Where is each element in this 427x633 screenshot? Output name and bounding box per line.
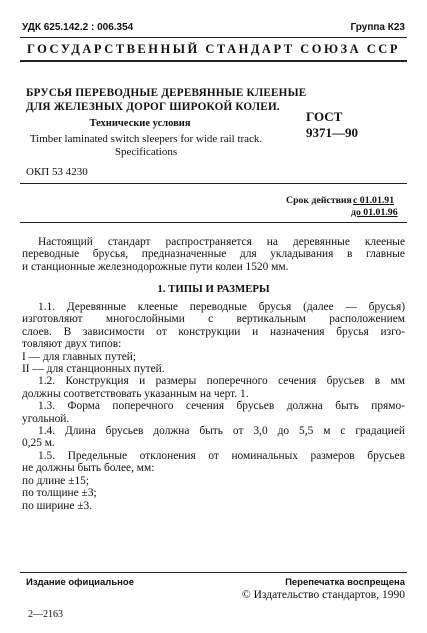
body-line: 1.1. Деревянные клееные переводные брусья (далее — брусья) <box>38 301 405 313</box>
body-line: по толщине ±3; <box>22 487 97 500</box>
title-en-line2: Specifications <box>114 146 178 158</box>
body-line: по длине ±15; <box>22 474 90 487</box>
body-line: 0,25 м. <box>22 437 55 450</box>
gost-number: 9371—90 <box>306 125 358 140</box>
print-code: 2—2163 <box>28 609 63 620</box>
intro-line: и станционные железнодорожные пути колеи 1520 мм. <box>22 260 289 273</box>
body-line: 1.2. Конструкция и размеры поперечного сечения брусьев в мм <box>38 375 405 388</box>
validity-label: Срок действия <box>286 195 352 206</box>
body-line: II — для станционных путей. <box>22 363 165 376</box>
title-block-rule <box>20 183 407 184</box>
header-rule-bottom <box>20 60 407 62</box>
intro-line: переводные брусья, предназначенные для укладывания в главные <box>22 248 405 261</box>
validity-rule <box>20 222 407 223</box>
body-line: должны соответствовать указанным на черт. 1. <box>22 387 249 400</box>
official-edition: Издание официальное <box>26 577 134 588</box>
section-heading: 1. ТИПЫ И РАЗМЕРЫ <box>157 283 270 295</box>
title-ru-line2: ДЛЯ ЖЕЛЕЗНЫХ ДОРОГ ШИРОКОЙ КОЛЕИ. <box>26 101 280 113</box>
body-line: не должны быть более, мм: <box>22 462 155 475</box>
title-en-line1: Timber laminated switch sleepers for wide rail track. <box>29 133 263 145</box>
group-code: Группа К23 <box>350 22 405 33</box>
body-line: угольной. <box>22 412 70 425</box>
body-line: слоев. В зависимости от конструкции и назначения брусья изго- <box>22 325 405 338</box>
body-line: I — для главных путей; <box>22 350 137 363</box>
state-standard-banner: ГОСУДАРСТВЕННЫЙ СТАНДАРТ СОЮЗА ССР <box>27 42 400 56</box>
validity-to: до 01.01.96 <box>351 207 398 218</box>
body-line: 1.4. Длина брусьев должна быть от 3,0 до 5,5 м с градацией <box>38 425 405 438</box>
gost-label: ГОСТ <box>306 109 343 124</box>
body-line: 1.5. Предельные отклонения от номинальных размеров брусьев <box>38 449 405 462</box>
okp-code: ОКП 53 4230 <box>26 166 88 178</box>
title-ru-subtitle: Технические условия <box>89 118 191 129</box>
intro-paragraph <box>22 236 405 273</box>
body-text <box>22 301 405 512</box>
validity-from: с 01.01.91 <box>353 195 395 206</box>
header-rule-top <box>20 37 407 38</box>
body-line: товляют двух типов: <box>22 338 122 351</box>
body-line: изготовляют многослойными с вертикальным расположением <box>22 313 405 326</box>
copyright-notice: © Издательство стандартов, 1990 <box>241 589 405 601</box>
body-line: 1.3. Форма поперечного сечения брусьев должна быть прямо- <box>38 400 405 413</box>
title-ru-line1: БРУСЬЯ ПЕРЕВОДНЫЕ ДЕРЕВЯННЫЕ КЛЕЕНЫЕ <box>26 87 307 99</box>
reprint-notice: Перепечатка воспрещена <box>285 577 405 588</box>
intro-line: Настоящий стандарт распространяется на деревянные клееные <box>38 236 405 248</box>
udk-code: УДК 625.142.2 : 006.354 <box>22 22 134 33</box>
footer-rule <box>20 572 407 573</box>
body-line: по ширине ±3. <box>22 499 93 512</box>
